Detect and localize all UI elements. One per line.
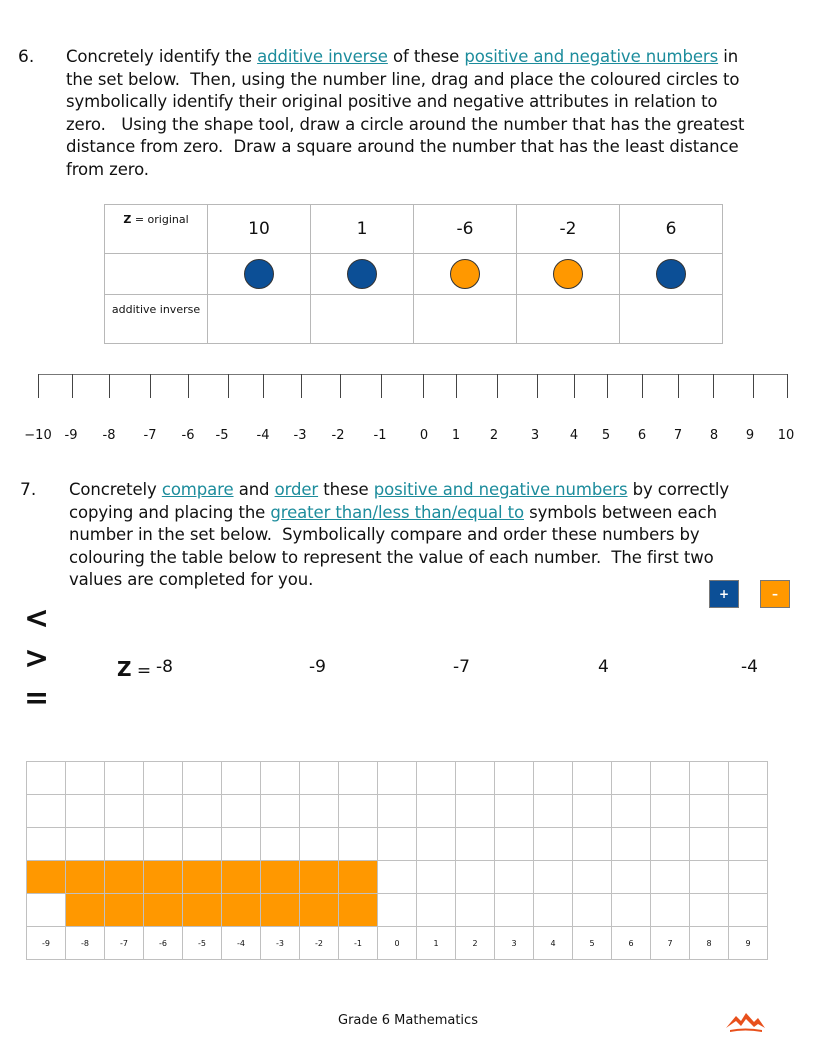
original-value: -2 bbox=[517, 205, 620, 254]
text-segment: from zero. bbox=[66, 159, 149, 179]
z-value: -7 bbox=[453, 657, 470, 677]
number-line-tick bbox=[642, 374, 643, 398]
grid-cell[interactable] bbox=[300, 828, 339, 861]
orange-circle-token[interactable] bbox=[553, 259, 583, 289]
grid-row bbox=[27, 894, 768, 927]
number-line-tick bbox=[301, 374, 302, 398]
z-value: 4 bbox=[598, 657, 609, 677]
grid-cell[interactable] bbox=[456, 828, 495, 861]
grid-cell[interactable] bbox=[417, 894, 456, 927]
blue-circle-token[interactable] bbox=[656, 259, 686, 289]
grid-cell[interactable] bbox=[27, 894, 66, 927]
glossary-link[interactable]: order bbox=[274, 480, 319, 499]
number-line-tick bbox=[607, 374, 608, 398]
grid-cell[interactable] bbox=[66, 795, 105, 828]
grid-cell[interactable] bbox=[456, 861, 495, 894]
text-segment: copying and placing the bbox=[69, 502, 271, 522]
grid-cell[interactable] bbox=[144, 894, 183, 927]
grid-cell[interactable] bbox=[651, 894, 690, 927]
grid-number-cell: 8 bbox=[690, 927, 729, 960]
grid-number-cell: 0 bbox=[378, 927, 417, 960]
grid-cell[interactable] bbox=[261, 795, 300, 828]
number-line-label: 10 bbox=[777, 428, 795, 443]
grid-cell[interactable] bbox=[222, 861, 261, 894]
grid-cell[interactable] bbox=[66, 762, 105, 795]
grid-number-cell: 2 bbox=[456, 927, 495, 960]
minus-button[interactable]: – bbox=[760, 580, 790, 608]
grid-cell[interactable] bbox=[339, 894, 378, 927]
number-line-label: -3 bbox=[293, 428, 307, 443]
number-line-tick bbox=[109, 374, 110, 398]
number-line-tick bbox=[72, 374, 73, 398]
grid-number-cell: 7 bbox=[651, 927, 690, 960]
number-line-label: 9 bbox=[745, 428, 755, 443]
answer-cell[interactable] bbox=[517, 295, 620, 344]
grid-cell[interactable] bbox=[183, 861, 222, 894]
grid-cell[interactable] bbox=[300, 762, 339, 795]
number-line-tick bbox=[787, 374, 788, 398]
mountain-wave-icon bbox=[730, 1029, 762, 1033]
grid-cell[interactable] bbox=[222, 762, 261, 795]
question-7-text bbox=[69, 479, 799, 592]
grid-cell[interactable] bbox=[456, 894, 495, 927]
number-line-tick bbox=[537, 374, 538, 398]
text-line bbox=[69, 569, 799, 592]
grid-cell[interactable] bbox=[105, 795, 144, 828]
grid-cell[interactable] bbox=[66, 828, 105, 861]
number-line-tick bbox=[263, 374, 264, 398]
grid-number-cell: 1 bbox=[417, 927, 456, 960]
number-line-tick bbox=[38, 374, 39, 398]
text-line bbox=[66, 46, 806, 69]
grid-cell[interactable] bbox=[417, 795, 456, 828]
number-line-label: -2 bbox=[331, 428, 345, 443]
grid-cell[interactable] bbox=[27, 762, 66, 795]
grid-cell[interactable] bbox=[534, 861, 573, 894]
grid-row bbox=[27, 828, 768, 861]
circle-cell bbox=[208, 254, 311, 295]
grid-cell[interactable] bbox=[222, 894, 261, 927]
number-line-label: 3 bbox=[530, 428, 540, 443]
grid-cell[interactable] bbox=[456, 762, 495, 795]
grid-cell[interactable] bbox=[573, 762, 612, 795]
grid-cell[interactable] bbox=[534, 894, 573, 927]
number-line-label: 5 bbox=[601, 428, 611, 443]
grid-cell[interactable] bbox=[573, 894, 612, 927]
empty-cell bbox=[105, 254, 208, 295]
grid-cell[interactable] bbox=[300, 861, 339, 894]
text-line bbox=[69, 547, 799, 570]
answer-cell[interactable] bbox=[414, 295, 517, 344]
number-line-label: 6 bbox=[637, 428, 647, 443]
grid-cell[interactable] bbox=[261, 828, 300, 861]
grid-cell[interactable] bbox=[651, 828, 690, 861]
number-line-tick bbox=[423, 374, 424, 398]
glossary-link[interactable]: greater than/less than/equal to bbox=[270, 502, 524, 522]
number-line-tick bbox=[150, 374, 151, 398]
grid-cell[interactable] bbox=[105, 861, 144, 894]
grid-row bbox=[27, 795, 768, 828]
grid-cell[interactable] bbox=[729, 828, 768, 861]
grid-cell[interactable] bbox=[729, 861, 768, 894]
grid-cell[interactable] bbox=[612, 762, 651, 795]
text-line bbox=[69, 524, 799, 547]
number-line-label: -7 bbox=[143, 428, 157, 443]
grid-cell[interactable] bbox=[729, 762, 768, 795]
mountain-peak-icon bbox=[726, 1013, 765, 1028]
text-line bbox=[69, 502, 799, 525]
grid-cell[interactable] bbox=[66, 861, 105, 894]
number-line-tick bbox=[497, 374, 498, 398]
grid-cell[interactable] bbox=[417, 861, 456, 894]
grid-cell[interactable] bbox=[378, 828, 417, 861]
grid-cell[interactable] bbox=[183, 795, 222, 828]
original-value: 6 bbox=[620, 205, 723, 254]
text-segment: by correctly bbox=[627, 480, 730, 499]
grid-cell[interactable] bbox=[612, 861, 651, 894]
number-line-label: -6 bbox=[181, 428, 195, 443]
text-segment: zero. Using the shape tool, draw a circle around the number that has the greatest bbox=[66, 114, 745, 134]
grid-cell[interactable] bbox=[27, 795, 66, 828]
grid-cell[interactable] bbox=[300, 894, 339, 927]
z-value: -4 bbox=[741, 657, 758, 677]
text-line bbox=[66, 114, 806, 137]
footer-text: Grade 6 Mathematics bbox=[338, 1013, 478, 1028]
orange-circle-token[interactable] bbox=[450, 259, 480, 289]
grid-cell[interactable] bbox=[417, 762, 456, 795]
grid-cell[interactable] bbox=[261, 762, 300, 795]
text-segment: number in the set below. Symbolically compare and order these numbers by bbox=[69, 525, 700, 544]
number-line-label: 7 bbox=[673, 428, 683, 443]
text-segment: distance from zero. Draw a square around the number that has the least distance bbox=[66, 137, 739, 156]
grid-cell[interactable] bbox=[261, 894, 300, 927]
grid-cell[interactable] bbox=[183, 894, 222, 927]
answer-cell[interactable] bbox=[208, 295, 311, 344]
grid-cell[interactable] bbox=[573, 861, 612, 894]
question-6-text bbox=[66, 46, 806, 181]
text-segment: colouring the table below to represent the value of each number. The first two bbox=[69, 547, 714, 567]
grid-cell[interactable] bbox=[183, 828, 222, 861]
number-line-label: 4 bbox=[569, 428, 579, 443]
grid-cell[interactable] bbox=[339, 828, 378, 861]
grid-cell[interactable] bbox=[144, 828, 183, 861]
grid-cell[interactable] bbox=[495, 861, 534, 894]
original-value: 1 bbox=[311, 205, 414, 254]
number-line-label: 8 bbox=[709, 428, 719, 443]
grid-cell[interactable] bbox=[144, 795, 183, 828]
number-line-label: 0 bbox=[419, 428, 429, 443]
grid-cell[interactable] bbox=[339, 861, 378, 894]
answer-cell[interactable] bbox=[311, 295, 414, 344]
original-value: -6 bbox=[414, 205, 517, 254]
glossary-link[interactable]: additive inverse bbox=[257, 47, 388, 66]
grid-cell[interactable] bbox=[534, 762, 573, 795]
grid-cell[interactable] bbox=[690, 894, 729, 927]
grid-number-cell: -3 bbox=[261, 927, 300, 960]
blue-circle-token[interactable] bbox=[347, 259, 377, 289]
number-line-label: -1 bbox=[373, 428, 387, 443]
text-line bbox=[66, 69, 806, 92]
text-segment: values are completed for you. bbox=[69, 570, 314, 589]
grid-cell[interactable] bbox=[339, 795, 378, 828]
text-line bbox=[66, 159, 806, 182]
grid-cell[interactable] bbox=[729, 894, 768, 927]
z-value: -8 bbox=[156, 657, 173, 677]
grid-number-cell: 6 bbox=[612, 927, 651, 960]
circle-cell bbox=[414, 254, 517, 295]
text-segment: the set below. Then, using the number line, drag and place the coloured circles to bbox=[66, 69, 740, 89]
grid-number-cell: 4 bbox=[534, 927, 573, 960]
original-row bbox=[105, 205, 723, 254]
text-line bbox=[66, 91, 806, 114]
grid-number-row bbox=[27, 927, 768, 960]
grid-cell[interactable] bbox=[573, 828, 612, 861]
text-line bbox=[69, 479, 799, 502]
z-letter: Z bbox=[117, 657, 132, 681]
grid-cell[interactable] bbox=[222, 828, 261, 861]
text-line bbox=[66, 136, 806, 159]
blue-circle-token[interactable] bbox=[244, 259, 274, 289]
number-line-label: 1 bbox=[451, 428, 461, 443]
grid-cell[interactable] bbox=[417, 828, 456, 861]
number-line-tick bbox=[753, 374, 754, 398]
grid-cell[interactable] bbox=[495, 894, 534, 927]
grid-cell[interactable] bbox=[378, 795, 417, 828]
grid-cell[interactable] bbox=[651, 861, 690, 894]
number-line-tick bbox=[713, 374, 714, 398]
grid-cell[interactable] bbox=[573, 795, 612, 828]
value-colouring-grid bbox=[26, 761, 768, 960]
mountain-logo-icon bbox=[724, 1008, 766, 1036]
grid-number-cell: 3 bbox=[495, 927, 534, 960]
grid-cell[interactable] bbox=[690, 828, 729, 861]
grid-cell[interactable] bbox=[612, 828, 651, 861]
grid-cell[interactable] bbox=[144, 861, 183, 894]
grid-cell[interactable] bbox=[66, 894, 105, 927]
grid-number-cell: -1 bbox=[339, 927, 378, 960]
grid-cell[interactable] bbox=[495, 795, 534, 828]
grid-cell[interactable] bbox=[456, 795, 495, 828]
glossary-link[interactable]: positive and negative numbers bbox=[373, 480, 628, 499]
grid-cell[interactable] bbox=[495, 828, 534, 861]
z-letter: Z bbox=[123, 213, 132, 226]
number-line-label: −10 bbox=[24, 428, 52, 443]
grid-cell[interactable] bbox=[144, 762, 183, 795]
grid-number-cell: -5 bbox=[183, 927, 222, 960]
grid-cell[interactable] bbox=[378, 861, 417, 894]
grid-number-cell: -6 bbox=[144, 927, 183, 960]
text-segment: symbols between each bbox=[523, 502, 717, 522]
glossary-link[interactable]: compare bbox=[161, 480, 234, 499]
grid-cell[interactable] bbox=[339, 762, 378, 795]
circle-cell bbox=[311, 254, 414, 295]
number-line-label: -8 bbox=[102, 428, 116, 443]
grid-number-cell: -2 bbox=[300, 927, 339, 960]
grid-number-cell: -9 bbox=[27, 927, 66, 960]
additive-inverse-row bbox=[105, 295, 723, 344]
grid-cell[interactable] bbox=[690, 762, 729, 795]
grid-cell[interactable] bbox=[495, 762, 534, 795]
grid-cell[interactable] bbox=[183, 762, 222, 795]
text-segment: and bbox=[233, 480, 275, 499]
number-line-label: -4 bbox=[256, 428, 270, 443]
grid-cell[interactable] bbox=[612, 894, 651, 927]
grid-number-cell: 9 bbox=[729, 927, 768, 960]
additive-inverse-table bbox=[104, 204, 723, 344]
grid-cell[interactable] bbox=[105, 828, 144, 861]
grid-cell[interactable] bbox=[222, 795, 261, 828]
grid-number-cell: -7 bbox=[105, 927, 144, 960]
grid-cell[interactable] bbox=[690, 795, 729, 828]
grid-cell[interactable] bbox=[534, 795, 573, 828]
number-line-tick bbox=[678, 374, 679, 398]
equal-symbol[interactable]: = bbox=[24, 681, 50, 716]
circle-row bbox=[105, 254, 723, 295]
grid-cell[interactable] bbox=[27, 861, 66, 894]
grid-cell[interactable] bbox=[378, 894, 417, 927]
z-equals: = bbox=[136, 661, 152, 681]
number-line-tick bbox=[456, 374, 457, 398]
z-label bbox=[117, 657, 151, 681]
text-segment: Concretely identify the bbox=[66, 47, 258, 66]
number-line-tick bbox=[574, 374, 575, 398]
grid-row bbox=[27, 762, 768, 795]
number-line-tick bbox=[381, 374, 382, 398]
text-segment: in bbox=[718, 47, 739, 66]
grid-cell[interactable] bbox=[300, 795, 339, 828]
grid-number-cell: -8 bbox=[66, 927, 105, 960]
answer-cell[interactable] bbox=[620, 295, 723, 344]
additive-inverse-label: additive inverse bbox=[105, 295, 208, 344]
number-line-tick bbox=[340, 374, 341, 398]
greater-than-symbol[interactable]: > bbox=[24, 641, 50, 676]
grid-cell[interactable] bbox=[261, 861, 300, 894]
number-line-label: 2 bbox=[489, 428, 499, 443]
number-line-tick bbox=[188, 374, 189, 398]
grid-cell[interactable] bbox=[651, 762, 690, 795]
original-label: Z = original bbox=[105, 205, 208, 254]
grid-cell[interactable] bbox=[729, 795, 768, 828]
grid-number-cell: 5 bbox=[573, 927, 612, 960]
grid-cell[interactable] bbox=[651, 795, 690, 828]
text-segment: these bbox=[318, 480, 374, 499]
glossary-link[interactable]: positive and negative numbers bbox=[464, 47, 719, 66]
question-7-number: 7. bbox=[20, 480, 37, 500]
circle-cell bbox=[517, 254, 620, 295]
grid-cell[interactable] bbox=[534, 828, 573, 861]
less-than-symbol[interactable]: < bbox=[24, 601, 50, 636]
grid-cell[interactable] bbox=[105, 894, 144, 927]
z-value: -9 bbox=[309, 657, 326, 677]
question-6-number: 6. bbox=[18, 47, 35, 67]
text-segment: of these bbox=[387, 47, 465, 66]
grid-row bbox=[27, 861, 768, 894]
grid-number-cell: -4 bbox=[222, 927, 261, 960]
plus-button[interactable]: + bbox=[709, 580, 739, 608]
grid-cell[interactable] bbox=[105, 762, 144, 795]
grid-cell[interactable] bbox=[378, 762, 417, 795]
grid-cell[interactable] bbox=[690, 861, 729, 894]
number-line-label: -5 bbox=[215, 428, 229, 443]
text-segment: Concretely bbox=[69, 480, 162, 499]
grid-cell[interactable] bbox=[27, 828, 66, 861]
circle-cell bbox=[620, 254, 723, 295]
number-line-label: -9 bbox=[64, 428, 78, 443]
number-line-tick bbox=[228, 374, 229, 398]
grid-cell[interactable] bbox=[612, 795, 651, 828]
text-segment: symbolically identify their original positive and negative attributes in relation to bbox=[66, 92, 718, 111]
original-value: 10 bbox=[208, 205, 311, 254]
